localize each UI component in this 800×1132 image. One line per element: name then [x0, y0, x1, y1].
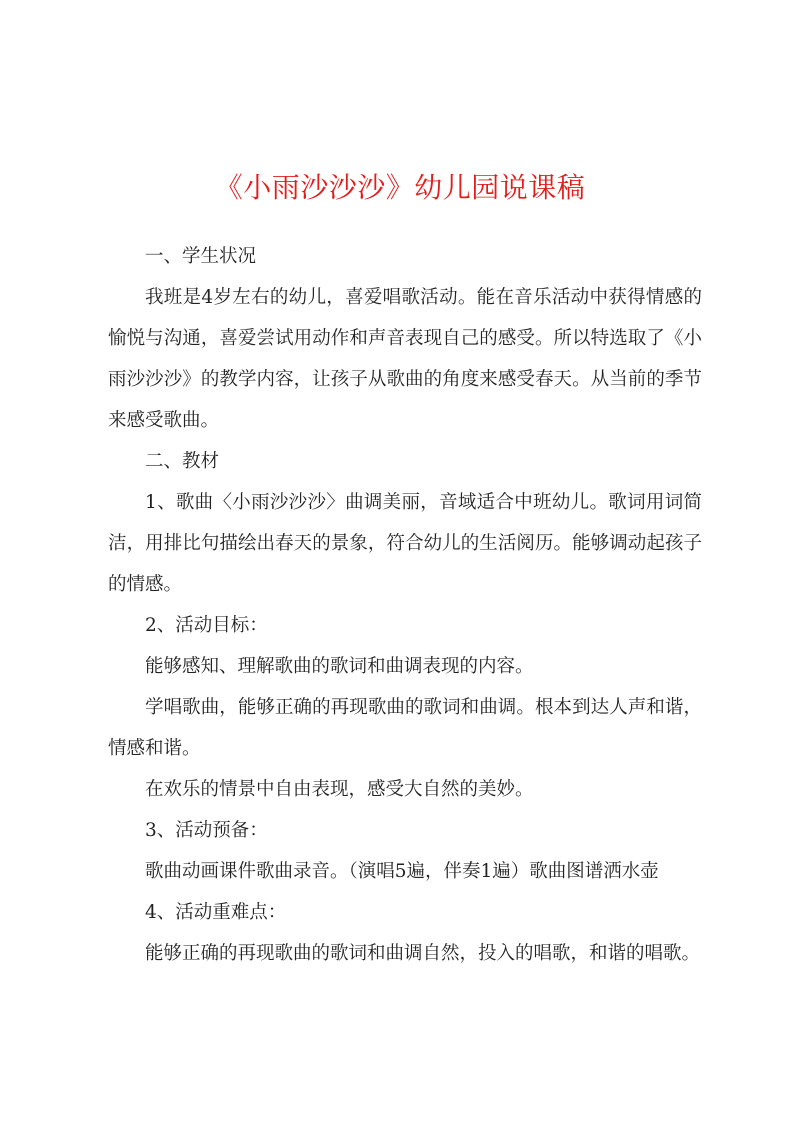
document-title: 《小雨沙沙沙》幼儿园说课稿	[214, 171, 586, 204]
paragraph-song-analysis: 1、歌曲〈小雨沙沙沙〉曲调美丽，音域适合中班幼儿。歌词用词简洁，用排比句描绘出春天的景象，符合幼儿的生活阅历。能够调动起孩子的情感。	[108, 492, 702, 595]
subheading-activity-preparation: 3、活动预备：	[145, 820, 268, 841]
key-points-text: 能够正确的再现歌曲的歌词和曲调自然，投入的唱歌，和谐的唱歌。	[145, 943, 701, 964]
section-heading-materials: 二、教材	[145, 451, 220, 472]
subheading-key-points: 4、活动重难点：	[145, 902, 287, 923]
section-heading-students: 一、学生状况	[145, 246, 257, 267]
paragraph-students-description: 我班是4岁左右的幼儿，喜爱唱歌活动。能在音乐活动中获得情感的愉悦与沟通，喜爱尝试用动作和声音表现自己的感受。所以特选取了《小雨沙沙沙》的教学内容，让孩子从歌曲的角度来感受春天。从当前的季节来感受歌曲。	[108, 287, 702, 431]
goal-item-2: 学唱歌曲，能够正确的再现歌曲的歌词和曲调。根本到达人声和谐，情感和谐。	[108, 697, 702, 759]
goal-item-3: 在欢乐的情景中自由表现，感受大自然的美妙。	[145, 779, 534, 800]
goal-item-1: 能够感知、理解歌曲的歌词和曲调表现的内容。	[145, 656, 534, 677]
subheading-activity-goals: 2、活动目标：	[145, 615, 268, 636]
preparation-items: 歌曲动画课件歌曲录音。（演唱5遍，伴奏1遍）歌曲图谱洒水壶	[145, 861, 659, 882]
document-body	[108, 236, 702, 974]
